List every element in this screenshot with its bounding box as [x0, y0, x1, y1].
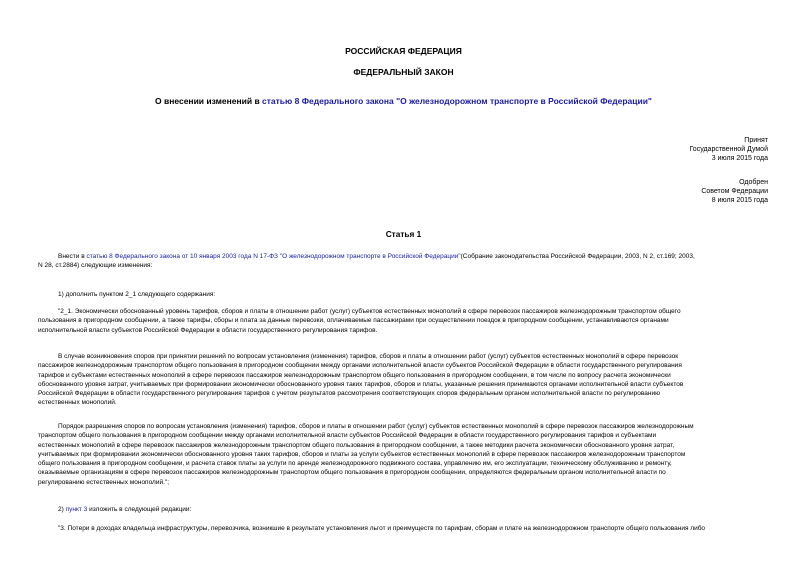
country-heading: РОССИЙСКАЯ ФЕДЕРАЦИЯ — [345, 46, 462, 56]
law-title-link[interactable]: статью 8 Федерального закона "О железнодорожном транспорте в Российской Федерации" — [262, 96, 652, 106]
adopted-label: Принят — [744, 137, 768, 144]
paragraph-2-1-line: пользования в пригородном сообщении, а также тарифы, сборы и плата за данные перевозки, оплачиваемые пассажирами при осуществлении поездок в пригородном сообщении, устанавливаются органами — [38, 317, 669, 325]
procedure-line: оказываемые организациям в сфере перевозок пассажиров железнодорожным транспортом общего пользования в пригородном сообщении, определяются федеральным органом исполнительной власти по — [38, 469, 666, 477]
item-2-prefix: 2) — [58, 506, 66, 513]
paragraph-2-1 — [38, 307, 766, 335]
dispute-line: обоснованного уровня затрат, учитываемых при формировании экономически обоснованного уровня таких тарифов, сборов и платы, указанные решения принимаются органами исполнительной власти субъектов — [38, 380, 684, 388]
intro-law-link[interactable]: статью 8 Федерального закона от 10 января 2003 года N 17-ФЗ "О железнодорожном транспорте в Российской Федерации" — [86, 253, 461, 260]
intro-line-1 — [38, 252, 766, 261]
procedure-line: общего пользования в пригородном сообщении, и расчета ставок платы за услуги по аренде железнодорожного подвижного состава, управлению им, его эксплуатации, техническому обслуживанию и ремонту, — [38, 460, 672, 468]
procedure-line: транспортом общего пользования в пригородном сообщении между органами исполнительной власти субъектов Российской Федерации в области государственного регулирования тарифов и субъектами — [38, 432, 657, 440]
dispute-paragraph — [38, 352, 766, 408]
procedure-line: регулированию естественных монополий."; — [38, 478, 170, 486]
item-1-paragraph — [38, 290, 766, 299]
adopted-block — [689, 136, 768, 164]
approved-label: Одобрен — [739, 179, 768, 186]
dispute-line: Российской Федерации в области государственного регулирования тарифов с учетом результатов рассмотрения соответствующих споров федеральным органом исполнительной власти по регулированию — [38, 390, 660, 398]
item-2-paragraph — [38, 505, 766, 514]
intro-paragraph — [38, 252, 766, 271]
adopted-body: Государственной Думой — [689, 146, 768, 154]
approved-date: 8 июля 2015 года — [711, 197, 768, 205]
law-title — [0, 96, 807, 106]
article-heading: Статья 1 — [385, 229, 422, 239]
item-1-text: 1) дополнить пунктом 2_1 следующего содержания: — [58, 291, 216, 298]
approved-body: Советом Федерации — [701, 188, 768, 196]
paragraph-3 — [38, 524, 766, 533]
item-2-link[interactable]: пункт 3 — [65, 506, 88, 513]
approved-block — [701, 178, 768, 206]
procedure-paragraph — [38, 422, 766, 487]
procedure-line: Порядок разрешения споров по вопросам установления (изменения) тарифов, сборов и платы в отношении работ (услуг) субъектов естественных монополий в сфере перевозок пассажиров железнодорожным — [58, 423, 694, 430]
intro-line-2: N 28, ст.2884) следующие изменения: — [38, 262, 153, 270]
paragraph-2-1-line: исполнительной власти субъектов Российской Федерации в области государственного регулирования тарифов. — [38, 326, 378, 334]
dispute-line: тарифов и субъектами естественных монополий в сфере перевозок пассажиров железнодорожным транспортом общего пользования в пригородном сообщении, в том числе по вопросу расчета экономически — [38, 371, 671, 379]
law-type-heading: ФЕДЕРАЛЬНЫЙ ЗАКОН — [353, 67, 454, 77]
item-2-line — [38, 505, 766, 514]
procedure-line: естественных монополий в сфере перевозок пассажиров железнодорожным транспортом общего пользования в пригородном сообщении, а также методики расчета экономически обоснованного уровня затрат, — [38, 441, 675, 449]
procedure-line: учитываемых при формировании экономически обоснованного уровня таких тарифов, сборов и платы за услуги субъектов естественных монополий в сфере перевозок пассажиров железнодорожным транспортом — [38, 450, 686, 458]
dispute-line: В случае возникновения споров при принятии решений по вопросам установления (изменения) тарифов, сборов и платы в отношении работ (услуг) субъектов естественных монополий в сфере перевозок — [58, 353, 679, 360]
item-2-suffix: изложить в следующей редакции: — [87, 506, 192, 513]
paragraph-3-line: "3. Потери в доходах владельца инфраструктуры, перевозчика, возникшие в результате установления льгот и преимуществ по тарифам, сборам и плате на железнодорожном транспорте общего пользования либо — [58, 525, 706, 532]
intro-suffix: (Собрание законодательства Российской Федерации, 2003, N 2, ст.169; 2003, — [460, 253, 695, 260]
adopted-date: 3 июля 2015 года — [711, 155, 768, 163]
paragraph-2-1-line: "2_1. Экономически обоснованный уровень тарифов, сборов и платы в отношении работ (услуг) субъектов естественных монополий в сфере перевозок пассажиров железнодорожным транспортом общего — [58, 308, 681, 315]
law-title-prefix: О внесении изменений в — [155, 96, 263, 106]
dispute-line: естественных монополий. — [38, 399, 117, 407]
dispute-line: пассажиров железнодорожным транспортом общего пользования в пригородном сообщении между органами исполнительной власти субъектов Российской Федерации в области государственного регулирования — [38, 362, 682, 370]
intro-prefix: Внести в — [58, 253, 87, 260]
